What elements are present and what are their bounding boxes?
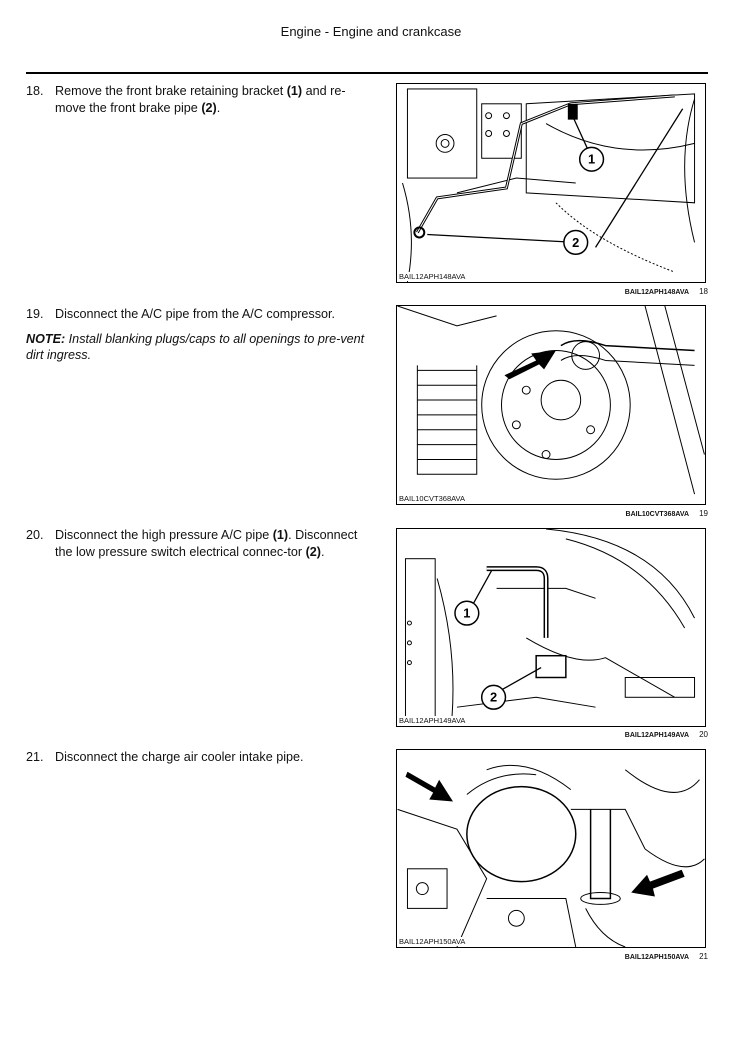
figure-19-caption xyxy=(400,509,708,518)
figure-18-caption xyxy=(400,287,708,296)
step-text-part: . Disconnect the low pressure switch electrical connec-tor xyxy=(55,528,358,559)
step-body: Disconnect the A/C pipe from the A/C compressor. xyxy=(55,307,335,321)
figure-21-drawing xyxy=(397,750,705,947)
step-note xyxy=(26,331,371,364)
callout-2-label: 2 xyxy=(572,234,580,250)
figure-image-id: BAIL12APH149AVA xyxy=(399,716,466,725)
figure-caption-id: BAIL12APH149AVA xyxy=(624,732,690,739)
figure-18-image xyxy=(396,83,706,283)
arrow-indicator-left xyxy=(405,772,453,802)
ac-high-pressure-pipe xyxy=(487,569,546,638)
callout-1-label: 1 xyxy=(463,605,471,621)
figure-18-drawing xyxy=(397,84,705,282)
callout-ref: (1) xyxy=(286,84,303,98)
callout-ref: (1) xyxy=(272,528,289,542)
charge-air-intake-pipe xyxy=(591,809,611,898)
figure-caption-id: BAIL12APH150AVA xyxy=(624,954,690,961)
step-18-instruction xyxy=(26,83,371,116)
figure-number: 19 xyxy=(699,509,708,518)
figure-image-id: BAIL12APH150AVA xyxy=(399,937,466,946)
figure-number: 20 xyxy=(699,730,708,739)
callout-1-label: 1 xyxy=(588,151,596,167)
step-21-instruction xyxy=(26,749,371,766)
note-text: Install blanking plugs/caps to all openings to pre-vent dirt ingress. xyxy=(26,331,365,362)
step-number: 20. xyxy=(26,528,44,542)
figure-image-id: BAIL10CVT368AVA xyxy=(399,494,466,503)
figure-20-image xyxy=(396,528,706,727)
figure-21-image xyxy=(396,749,706,948)
step-text-part: Remove the front brake retaining bracket xyxy=(55,84,287,98)
figure-21-caption xyxy=(400,952,708,961)
brake-pipe xyxy=(417,96,674,233)
figure-20-drawing xyxy=(397,529,705,726)
step-text-part: . xyxy=(216,100,221,115)
callout-ref: (2) xyxy=(201,100,217,115)
header-divider xyxy=(26,72,708,74)
step-text-part: Disconnect the high pressure A/C pipe xyxy=(55,528,273,542)
page-title: Engine - Engine and crankcase xyxy=(280,24,462,39)
charge-air-cooler-housing xyxy=(467,787,576,882)
ac-compressor-pulley xyxy=(482,331,631,480)
step-body xyxy=(55,83,371,116)
retaining-bracket xyxy=(568,104,578,120)
engine-block-part xyxy=(407,89,476,178)
callout-2-label: 2 xyxy=(490,689,498,705)
step-number: 21. xyxy=(26,750,44,764)
step-body: Disconnect the charge air cooler intake pipe. xyxy=(55,750,304,764)
step-number: 19. xyxy=(26,307,44,321)
figure-caption-id: BAIL10CVT368AVA xyxy=(625,511,690,518)
step-body xyxy=(55,527,371,560)
figure-image-id: BAIL12APH148AVA xyxy=(399,272,466,281)
arrow-indicator xyxy=(504,351,555,380)
callout-ref: (2) xyxy=(305,544,321,559)
step-19-instruction xyxy=(26,306,371,364)
figure-number: 21 xyxy=(699,952,708,961)
figure-number: 18 xyxy=(699,287,708,296)
step-text-part: . xyxy=(320,544,325,559)
step-20-instruction xyxy=(26,527,371,560)
pressure-switch-connector xyxy=(536,656,566,678)
figure-19-drawing xyxy=(397,306,705,504)
step-text-part: and re-move the front brake pipe xyxy=(55,84,346,115)
figure-20-caption xyxy=(400,730,708,739)
figure-caption-id: BAIL12APH148AVA xyxy=(624,289,690,296)
note-label: NOTE: xyxy=(26,331,66,346)
arrow-indicator-right xyxy=(631,870,684,897)
step-number: 18. xyxy=(26,84,44,98)
figure-19-image xyxy=(396,305,706,505)
